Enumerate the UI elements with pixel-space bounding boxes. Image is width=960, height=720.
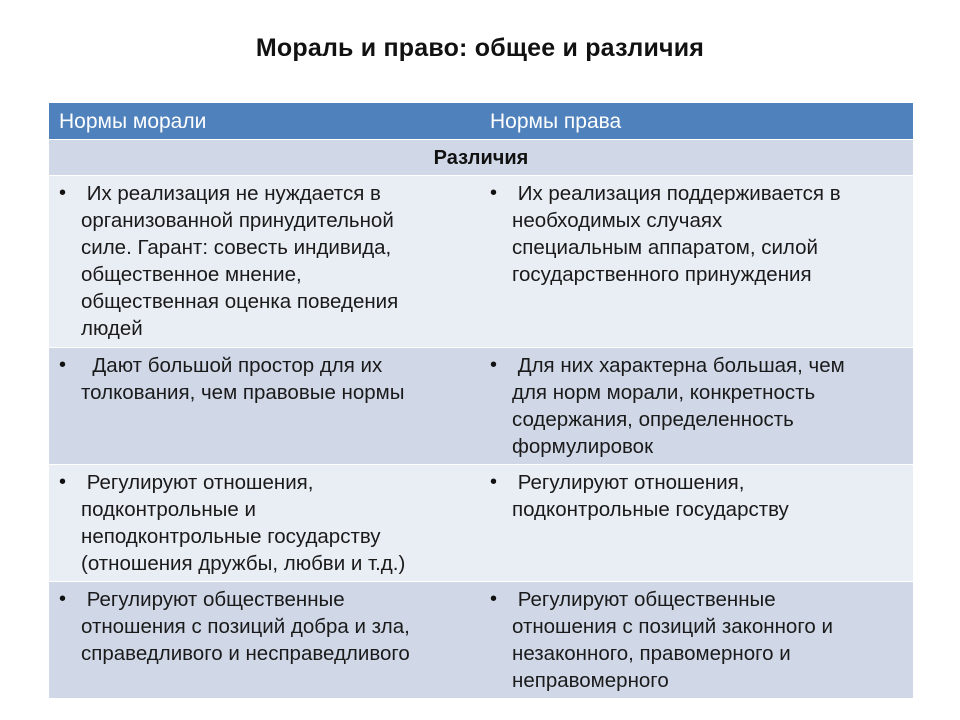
morality-text: Регулируют отношения, подконтрольные и неподконтрольные государству (отношения дружбы, любви и т.д.) xyxy=(81,471,406,575)
header-law-norms: Нормы права xyxy=(490,110,622,133)
bullet-marker: • xyxy=(59,471,67,493)
section-header-differences xyxy=(49,140,913,176)
table-header xyxy=(49,103,913,140)
law-text: Регулируют отношения, подконтрольные государству xyxy=(512,471,789,521)
morality-cell xyxy=(49,465,479,581)
table-row xyxy=(49,582,913,699)
law-cell xyxy=(479,176,913,347)
law-text: Регулируют общественные отношения с позиций законного и незаконного, правомерного и неправомерного xyxy=(512,588,833,692)
header-morality-norms: Нормы морали xyxy=(59,110,207,133)
bullet-marker: • xyxy=(59,588,67,610)
table-row xyxy=(49,465,913,582)
table-row xyxy=(49,176,913,348)
law-text: Для них характерна большая, чем для норм морали, конкретность содержания, определенность формулировок xyxy=(512,354,845,458)
bullet-marker: • xyxy=(59,354,67,376)
morality-text: Их реализация не нуждается в организованной принудительной силе. Гарант: совесть индивида, общественное мнение, общественная оценка поведения людей xyxy=(81,182,399,340)
bullet-marker: • xyxy=(59,182,67,204)
comparison-table xyxy=(49,103,913,699)
law-cell xyxy=(479,348,913,464)
bullet-marker: • xyxy=(490,588,498,610)
law-text: Их реализация поддерживается в необходимых случаях специальным аппаратом, силой государственного принуждения xyxy=(512,182,841,286)
morality-text: Регулируют общественные отношения с позиций добра и зла, справедливого и несправедливого xyxy=(81,588,410,665)
morality-cell xyxy=(49,582,479,698)
morality-text: Дают большой простор для их толкования, чем правовые нормы xyxy=(81,354,405,404)
table-row xyxy=(49,348,913,465)
bullet-marker: • xyxy=(490,182,498,204)
morality-cell xyxy=(49,176,479,347)
section-title: Различия xyxy=(433,147,529,169)
law-cell xyxy=(479,465,913,581)
page-title: Мораль и право: общее и различия xyxy=(255,34,705,62)
bullet-marker: • xyxy=(490,354,498,376)
law-cell xyxy=(479,582,913,698)
morality-cell xyxy=(49,348,479,464)
bullet-marker: • xyxy=(490,471,498,493)
